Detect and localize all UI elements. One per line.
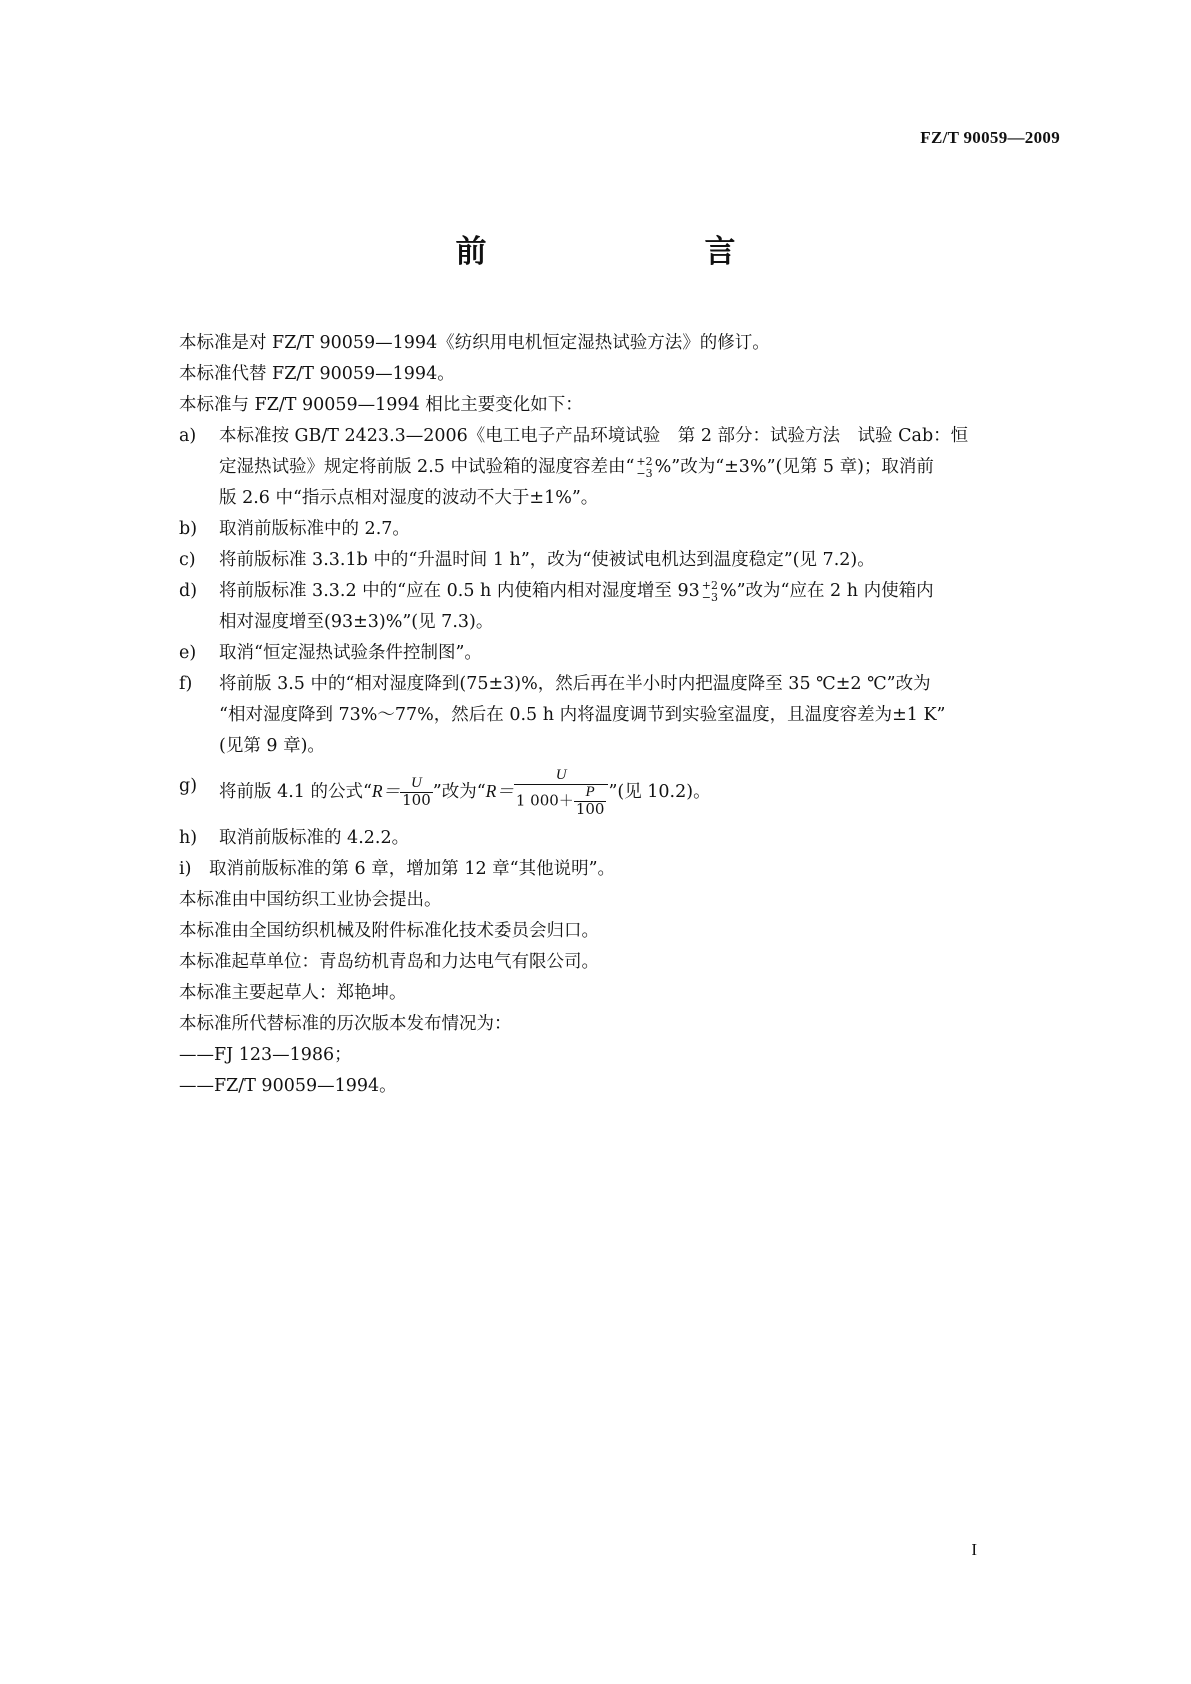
tolerance-fraction: +2 −3 [636, 454, 653, 480]
item-a-line-3: 版 2.6 中“指示点相对湿度的波动不大于±1%”。 [219, 488, 599, 508]
item-marker: c) [179, 550, 196, 570]
change-item-f [179, 669, 1059, 762]
page-number: I [971, 1540, 977, 1559]
item-f-line-2: “相对湿度降到 73%～77%，然后在 0.5 h 内将温度调节到实验室温度，且温度容差为±1 K” [219, 705, 946, 725]
formula-new-denominator-prefix: 1 000＋ [515, 791, 574, 809]
change-item-g [179, 762, 1059, 823]
formula-old-lhs: R＝ [371, 781, 401, 802]
closing-paragraph-5: 本标准所代替标准的历次版本发布情况为： [179, 1014, 512, 1035]
item-g-text-pre: 将前版 4.1 的公式“ [219, 782, 372, 803]
item-d-line-1 [219, 576, 1059, 607]
formula-inner-fraction: $\frac{P}{100}$ [575, 783, 605, 818]
item-a-line-1: 本标准按 GB/T 2423.3—2006《电工电子产品环境试验 第 2 部分：试验方法 试验 Cab：恒 [219, 426, 969, 446]
closing-paragraph-2: 本标准由全国纺织机械及附件标准化技术委员会归口。 [179, 921, 599, 942]
closing-paragraph-1: 本标准由中国纺织工业协会提出。 [179, 890, 442, 911]
item-marker: a) [179, 426, 197, 446]
item-c-text: 将前版标准 3.3.1b 中的“升温时间 1 h”，改为“使被试电机达到温度稳定”(见 7.2)。 [219, 550, 875, 570]
item-f-line-3: (见第 9 章)。 [219, 736, 325, 756]
history-entry-2: ——FZ/T 90059—1994。 [179, 1076, 397, 1097]
item-a-text-pre: 定湿热试验》规定将前版 2.5 中试验箱的湿度容差由“ [219, 457, 635, 477]
item-f-line-1: 将前版 3.5 中的“相对湿度降到(75±3)%，然后再在半小时内把温度降至 35 ℃±2 ℃”改为 [219, 674, 931, 694]
item-h-text: 取消前版标准的 4.2.2。 [219, 828, 410, 849]
closing-paragraph-4: 本标准主要起草人：郑艳坤。 [179, 983, 407, 1004]
change-item-a [179, 421, 1059, 514]
change-item-d [179, 576, 1059, 638]
history-entry-1: ——FJ 123—1986； [179, 1045, 352, 1066]
intro-paragraph-3: 本标准与 FZ/T 90059—1994 相比主要变化如下： [179, 395, 583, 415]
item-d-text-pre: 将前版标准 3.3.2 中的“应在 0.5 h 内使箱内相对湿度增至 93 [219, 581, 700, 601]
formula-new-fraction: U 1 000＋ $\frac{P}{100}$ [514, 768, 609, 817]
item-marker: g) [179, 776, 198, 796]
standard-code: FZ/T 90059—2009 [920, 128, 1060, 147]
change-item-c [179, 545, 1059, 576]
item-marker: i) [179, 859, 192, 880]
item-marker: h) [179, 828, 198, 849]
change-item-h [179, 823, 1059, 854]
item-g-formula-line [219, 768, 1059, 817]
closing-paragraph-3: 本标准起草单位：青岛纺机青岛和力达电气有限公司。 [179, 952, 599, 973]
item-marker: e) [179, 643, 197, 663]
tolerance-fraction: +2 −3 [701, 578, 718, 604]
item-g-text-post: ”(见 10.2)。 [608, 782, 711, 803]
item-d-line-2: 相对湿度增至(93±3)%”(见 7.3)。 [219, 612, 494, 632]
item-marker: b) [179, 519, 198, 539]
item-d-text-post: %”改为“应在 2 h 内使箱内 [719, 581, 934, 601]
item-marker: f) [179, 674, 193, 694]
item-marker: d) [179, 581, 198, 601]
formula-new-lhs: R＝ [485, 781, 514, 802]
intro-paragraph-2: 本标准代替 FZ/T 90059—1994。 [179, 364, 455, 384]
change-item-e [179, 638, 1059, 669]
intro-paragraph-1: 本标准是对 FZ/T 90059—1994《纺织用电机恒定湿热试验方法》的修订。 [179, 333, 770, 353]
item-a-text-post: %”改为“±3%”(见第 5 章)；取消前 [654, 457, 934, 477]
formula-old-fraction: $\frac{U}{100}$ [402, 775, 431, 810]
item-e-text: 取消“恒定湿热试验条件控制图”。 [219, 643, 482, 663]
page-title: 前 言 [455, 234, 788, 270]
item-a-line-2 [219, 452, 1059, 483]
item-g-text-mid: ”改为“ [432, 782, 486, 803]
document-body [179, 328, 1059, 1102]
change-item-b [179, 514, 1059, 545]
change-item-i [179, 854, 1059, 885]
item-i-text: 取消前版标准的第 6 章，增加第 12 章“其他说明”。 [209, 859, 616, 880]
item-b-text: 取消前版标准中的 2.7。 [219, 519, 410, 539]
